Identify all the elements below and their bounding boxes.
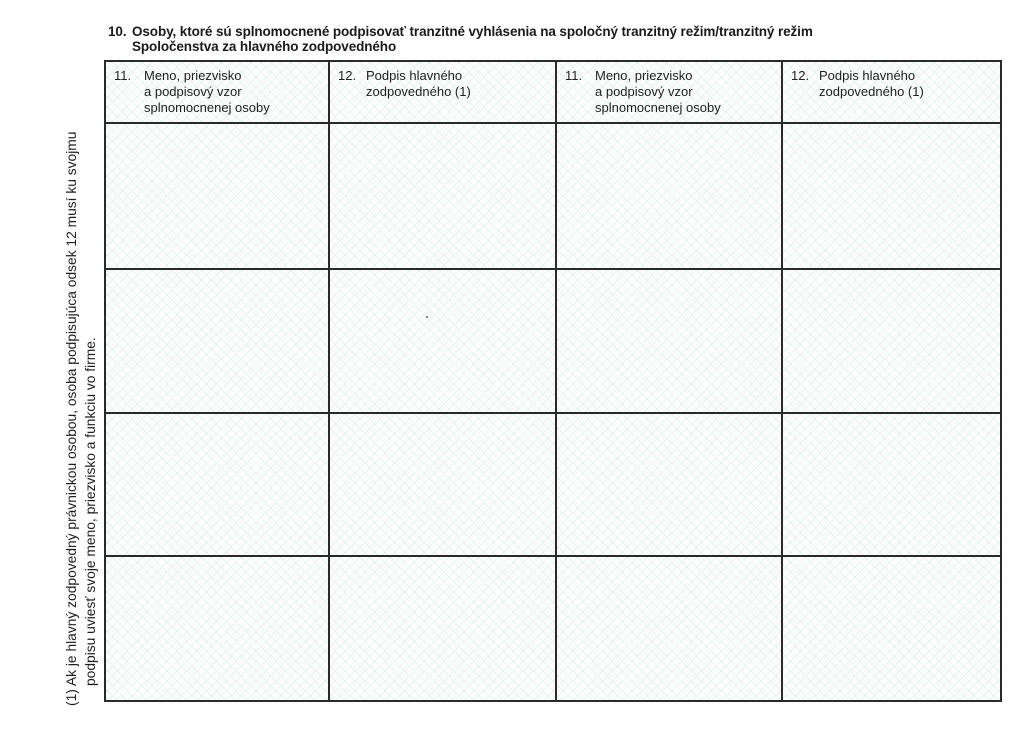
header-cell-name-1 <box>106 62 330 124</box>
principal-signature-field[interactable] <box>783 270 1000 414</box>
name-signature-field[interactable] <box>557 124 783 270</box>
header-number: 12. <box>338 68 357 83</box>
name-signature-field[interactable] <box>106 124 330 270</box>
header-number: 11. <box>114 68 132 83</box>
header-label: Podpis hlavného zodpovedného (1) <box>819 68 924 99</box>
name-signature-field[interactable] <box>557 414 783 557</box>
name-signature-field[interactable] <box>557 270 783 414</box>
section-title <box>108 24 908 54</box>
section-title-line2: Spoločenstva za hlavného zodpovedného <box>132 39 397 54</box>
header-cell-signature-1 <box>330 62 557 124</box>
header-cell-signature-2 <box>783 62 1000 124</box>
footnote-line1: (1) Ak je hlavný zodpovedný právnickou osobou, osoba podpisujúca odsek 12 musí ku svojmu <box>64 131 79 706</box>
signature-table <box>104 60 1002 702</box>
principal-signature-field[interactable] <box>330 557 557 700</box>
header-cell-name-2 <box>557 62 783 124</box>
principal-signature-field[interactable] <box>783 124 1000 270</box>
footnote-line2: podpisu uviesť svoje meno, priezvisko a funkciu vo firme. <box>83 337 98 686</box>
footnote-vertical <box>56 0 110 741</box>
header-label: Meno, priezvisko a podpisový vzor splnomocnenej osoby <box>595 68 721 115</box>
header-label: Podpis hlavného zodpovedného (1) <box>366 68 471 99</box>
header-label: Meno, priezvisko a podpisový vzor splnomocnenej osoby <box>144 68 270 115</box>
paper-speck <box>426 316 428 318</box>
section-title-line1: Osoby, ktoré sú splnomocnené podpisovať tranzitné vyhlásenia na spoločný tranzitný režim/tranzitný režim <box>132 24 813 39</box>
footnote-text <box>62 46 100 706</box>
header-number: 11. <box>565 68 583 83</box>
principal-signature-field[interactable] <box>330 270 557 414</box>
name-signature-field[interactable] <box>557 557 783 700</box>
name-signature-field[interactable] <box>106 270 330 414</box>
principal-signature-field[interactable] <box>330 124 557 270</box>
principal-signature-field[interactable] <box>330 414 557 557</box>
name-signature-field[interactable] <box>106 414 330 557</box>
section-number: 10. <box>108 24 127 39</box>
header-number: 12. <box>791 68 810 83</box>
principal-signature-field[interactable] <box>783 557 1000 700</box>
name-signature-field[interactable] <box>106 557 330 700</box>
principal-signature-field[interactable] <box>783 414 1000 557</box>
